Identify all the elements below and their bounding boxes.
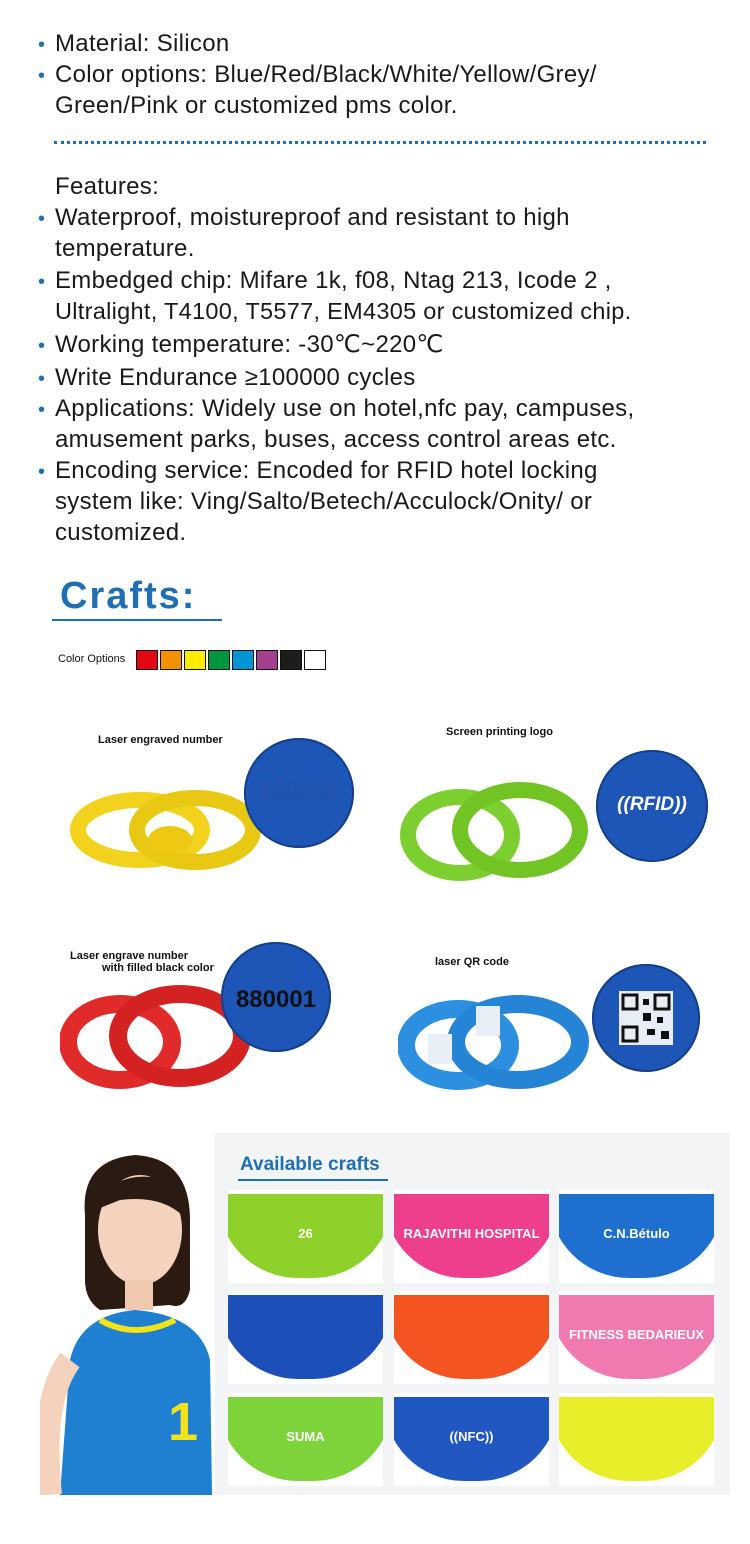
color-swatch [304, 650, 326, 670]
craft-tile [394, 1291, 549, 1384]
qr-code-icon [619, 991, 673, 1045]
bullet-icon: • [38, 335, 46, 357]
color-swatch [184, 650, 206, 670]
color-swatch [256, 650, 278, 670]
feature-line: Waterproof, moistureproof and resistant to high [55, 204, 570, 231]
coin-number: 880001 [235, 986, 317, 1013]
rfid-logo-coin [596, 750, 708, 862]
color-swatch [280, 650, 302, 670]
color-swatch [208, 650, 230, 670]
craft-tile-label: SUMA [286, 1429, 325, 1444]
shirt-number: 1 [168, 1392, 199, 1452]
wristband-swatch [228, 1295, 383, 1379]
color-swatch [136, 650, 158, 670]
dotted-divider [54, 141, 706, 144]
craft-caption: Laser engrave number [70, 950, 188, 962]
coin-number: 880001 [258, 778, 340, 805]
craft-caption: laser QR code [435, 956, 509, 968]
feature-line: customized. [55, 519, 187, 546]
color-swatch [232, 650, 254, 670]
craft-tile [394, 1393, 549, 1486]
engraved-number-coin [244, 738, 354, 848]
craft-caption: with filled black color [102, 962, 214, 974]
spec-color-options: Color options: Blue/Red/Black/White/Yellow/Grey/ [55, 61, 597, 88]
color-swatch [160, 650, 182, 670]
feature-line: Applications: Widely use on hotel,nfc pay, campuses, [55, 395, 635, 422]
craft-tile [228, 1393, 383, 1486]
bullet-icon: • [38, 271, 46, 293]
craft-tile-label: FITNESS BEDARIEUX [568, 1327, 705, 1342]
craft-tile [228, 1291, 383, 1384]
craft-tile-label: RAJAVITHI HOSPITAL [403, 1226, 540, 1241]
wristband-swatch [559, 1397, 714, 1481]
craft-tile-label: ((NFC)) [449, 1429, 494, 1444]
bullet-icon: • [38, 208, 46, 230]
feature-line: Embedged chip: Mifare 1k, f08, Ntag 213, Icode 2 , [55, 267, 612, 294]
feature-line: Ultralight, T4100, T5577, EM4305 or customized chip. [55, 298, 632, 324]
bullet-icon: • [38, 461, 46, 483]
blue-wristband-image [398, 990, 598, 1100]
bullet-icon: • [38, 65, 46, 87]
craft-caption: Laser engraved number [98, 734, 223, 746]
craft-tile [559, 1190, 714, 1283]
black-fill-number-coin [221, 942, 331, 1052]
craft-tile-label: C.N.Bétulo [603, 1226, 670, 1241]
wristband-swatch [394, 1295, 549, 1379]
model-photo [40, 1140, 220, 1495]
feature-line: temperature. [55, 235, 195, 262]
craft-tile [559, 1291, 714, 1384]
bullet-icon: • [38, 34, 46, 56]
craft-caption: Screen printing logo [446, 726, 553, 738]
spec-material: Material: Silicon [55, 30, 230, 57]
available-crafts-title: Available crafts [240, 1154, 380, 1175]
rfid-logo-text: ((RFID)) [617, 794, 687, 815]
craft-tile [228, 1190, 383, 1283]
green-wristband-image [400, 760, 600, 890]
craft-tile [559, 1393, 714, 1486]
feature-line: amusement parks, buses, access control areas etc. [55, 426, 617, 453]
feature-line: Working temperature: -30℃~220℃ [55, 331, 444, 358]
bullet-icon: • [38, 399, 46, 421]
crafts-underline [52, 619, 222, 621]
feature-line: Encoding service: Encoded for RFID hotel locking [55, 457, 598, 484]
spec-color-options-cont: Green/Pink or customized pms color. [55, 92, 458, 119]
available-crafts-underline [238, 1179, 388, 1181]
craft-tile [394, 1190, 549, 1283]
features-heading: Features: [55, 173, 160, 200]
qr-code-coin [592, 964, 700, 1072]
feature-line: system like: Ving/Salto/Betech/Acculock/Onity/ or [55, 488, 593, 515]
feature-line: Write Endurance ≥100000 cycles [55, 364, 416, 391]
color-options-label: Color Options [58, 653, 126, 665]
bullet-icon: • [38, 368, 46, 390]
craft-tile-label: 26 [298, 1226, 313, 1241]
crafts-title: Crafts: [60, 575, 197, 617]
